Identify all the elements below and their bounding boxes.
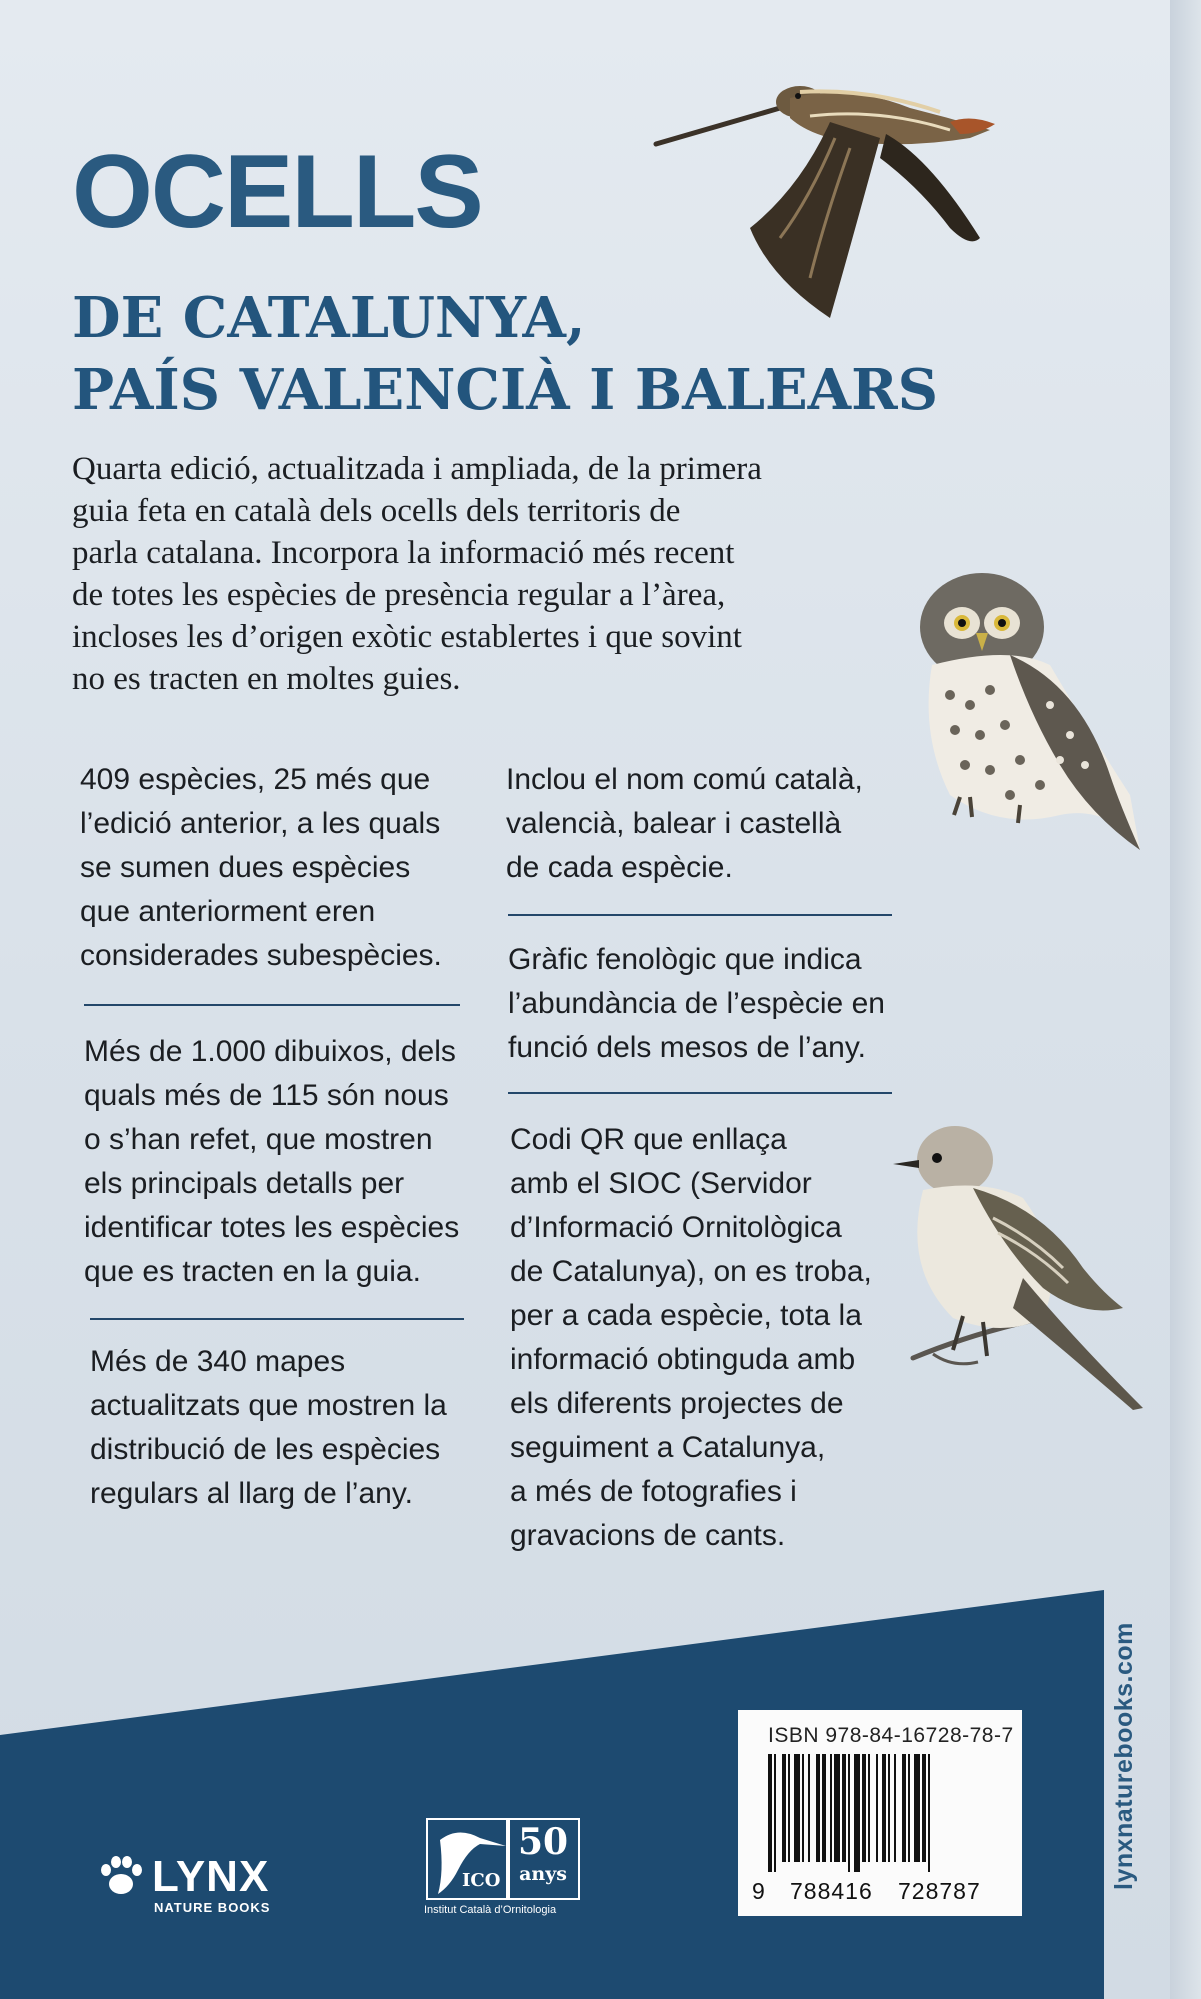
feature-line: de cada espècie. — [506, 851, 733, 884]
intro-line: guia feta en català dels ocells dels territoris de — [72, 493, 681, 529]
feature-line: que es tracten en la guia. — [84, 1255, 421, 1288]
barcode-bar — [876, 1754, 878, 1862]
divider — [90, 1318, 464, 1320]
feature-line: o s’han refet, que mostren — [84, 1123, 433, 1156]
intro-line: Quarta edició, actualitzada i ampliada, de la primera — [72, 451, 762, 487]
feature-qr-code — [510, 1118, 910, 1558]
feature-line: Codi QR que enllaça — [510, 1123, 787, 1156]
barcode-bar — [868, 1754, 870, 1862]
subtitle-line-1: DE CATALUNYA, — [72, 285, 586, 351]
book-title: OCELLS — [72, 134, 482, 250]
barcode-bar — [802, 1754, 804, 1862]
feature-line: els diferents projectes de — [510, 1387, 844, 1420]
feature-line: Més de 1.000 dibuixos, dels — [84, 1035, 456, 1068]
barcode-bar — [782, 1754, 786, 1862]
divider — [84, 1004, 460, 1006]
publisher-url: lynxnaturebooks.com — [1110, 1622, 1138, 1890]
barcode-bar — [768, 1754, 772, 1872]
feature-line: Més de 340 mapes — [90, 1345, 346, 1378]
ico-years-number: 50 — [517, 1821, 569, 1863]
barcode-bar — [882, 1754, 886, 1862]
barcode-bar — [848, 1754, 850, 1872]
barcode-bar — [894, 1754, 896, 1862]
feature-line: Inclou el nom comú català, — [506, 763, 863, 796]
barcode-bar — [788, 1754, 790, 1862]
intro-line: no es tracten en moltes guies. — [72, 661, 461, 697]
barcode-bar — [816, 1754, 820, 1862]
barcode-bar — [914, 1754, 920, 1862]
feature-line: l’edició anterior, a les quals — [80, 807, 441, 840]
feature-line: informació obtinguda amb — [510, 1343, 856, 1376]
feature-species-count — [80, 758, 480, 978]
feature-phenology — [508, 938, 908, 1070]
feature-line: a més de fotografies i — [510, 1475, 797, 1508]
publisher-tagline: NATURE BOOKS — [154, 1900, 271, 1915]
intro-line: incloses les d’origen exòtic establertes i que sovint — [72, 619, 742, 655]
barcode-bar — [774, 1754, 776, 1872]
barcode-bar — [822, 1754, 826, 1862]
flycatcher-illustration — [893, 1118, 1153, 1418]
barcode — [768, 1754, 996, 1872]
feature-line: 409 espècies, 25 més que — [80, 763, 431, 796]
ico-full-name: Institut Català d’Ornitologia — [424, 1904, 557, 1916]
feature-line: els principals detalls per — [84, 1167, 405, 1200]
barcode-bar — [834, 1754, 840, 1862]
barcode-bar — [928, 1754, 930, 1872]
isbn-digits-group-2: 728787 — [898, 1878, 981, 1904]
barcode-bar — [842, 1754, 846, 1862]
feature-line: quals més de 115 són nous — [84, 1079, 449, 1112]
feature-illustrations — [84, 1030, 484, 1294]
ico-abbrev: ICO — [462, 1870, 501, 1891]
feature-line: regulars al llarg de l’any. — [90, 1477, 413, 1510]
feature-line: de Catalunya), on es troba, — [510, 1255, 872, 1288]
book-subtitle — [72, 282, 938, 426]
barcode-bar — [808, 1754, 810, 1862]
feature-line: seguiment a Catalunya, — [510, 1431, 826, 1464]
feature-line: gravacions de cants. — [510, 1519, 786, 1552]
feature-line: distribució de les espècies — [90, 1433, 441, 1466]
barcode-bar — [908, 1754, 910, 1862]
feature-line: considerades subespècies. — [80, 939, 442, 972]
ico-emblem — [426, 1818, 510, 1900]
barcode-bar — [862, 1754, 866, 1862]
intro-paragraph — [72, 448, 952, 700]
feature-line: Gràfic fenològic que indica — [508, 943, 862, 976]
isbn-label: ISBN 978-84-16728-78-7 — [768, 1724, 1014, 1747]
ico-years-word: anys — [519, 1863, 567, 1885]
barcode-bar — [888, 1754, 890, 1862]
isbn-barcode-box — [738, 1710, 1022, 1916]
feature-line: que anteriorment eren — [80, 895, 376, 928]
divider — [508, 914, 892, 916]
feature-common-names — [506, 758, 906, 890]
feature-line: per a cada espècie, tota la — [510, 1299, 862, 1332]
feature-line: se sumen dues espècies — [80, 851, 411, 884]
intro-line: de totes les espècies de presència regular a l’àrea, — [72, 577, 726, 613]
barcode-bar — [830, 1754, 832, 1862]
ico-anniversary — [506, 1818, 580, 1900]
feature-line: funció dels mesos de l’any. — [508, 1031, 866, 1064]
feature-line: identificar totes les espècies — [84, 1211, 460, 1244]
feature-line: d’Informació Ornitològica — [510, 1211, 842, 1244]
barcode-bar — [902, 1754, 906, 1862]
barcode-bar — [854, 1754, 860, 1872]
isbn-digits-group-1: 788416 — [790, 1878, 873, 1904]
isbn-digit-first: 9 — [752, 1878, 765, 1904]
divider — [508, 1092, 892, 1094]
publisher-name: LYNX — [152, 1852, 270, 1901]
feature-maps — [90, 1340, 490, 1516]
feature-line: l’abundància de l’espècie en — [508, 987, 885, 1020]
paw-icon — [98, 1854, 144, 1900]
feature-line: actualitzats que mostren la — [90, 1389, 447, 1422]
subtitle-line-2: PAÍS VALENCIÀ I BALEARS — [72, 357, 939, 423]
book-spine-edge — [1170, 0, 1201, 1999]
feature-line: amb el SIOC (Servidor — [510, 1167, 812, 1200]
barcode-bar — [922, 1754, 926, 1862]
feature-line: valencià, balear i castellà — [506, 807, 842, 840]
intro-line: parla catalana. Incorpora la informació més recent — [72, 535, 735, 571]
barcode-bar — [794, 1754, 800, 1862]
